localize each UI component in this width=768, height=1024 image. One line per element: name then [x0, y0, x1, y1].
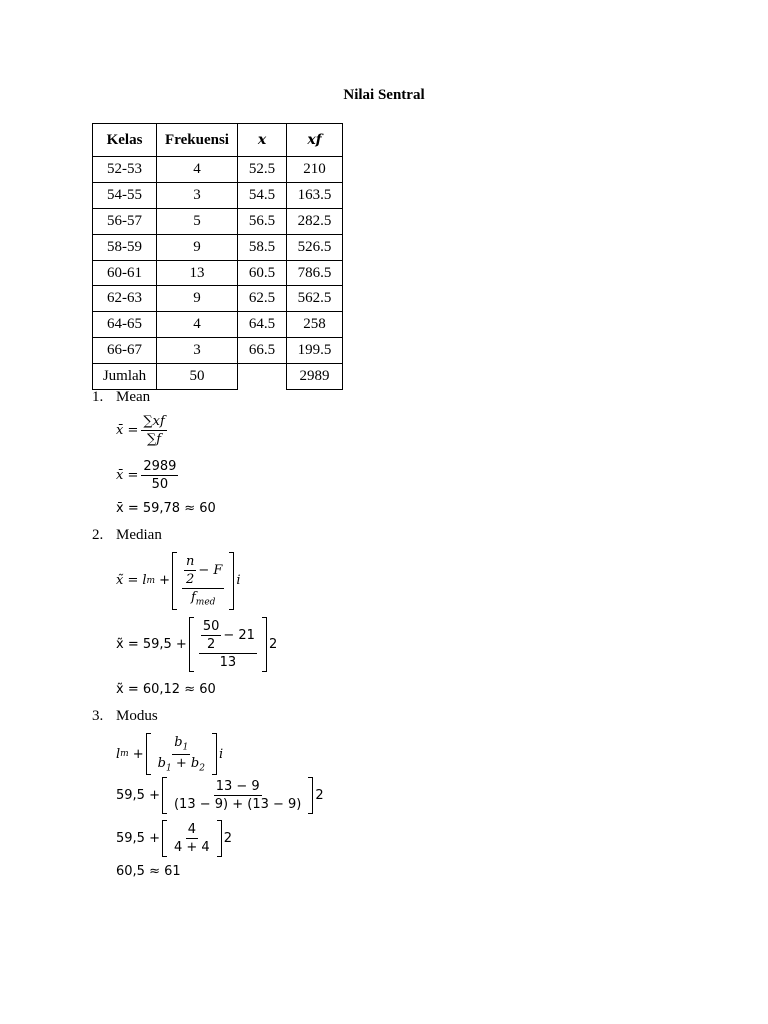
- frequency-table: [92, 123, 343, 390]
- cell-kelas: 58-59: [93, 234, 157, 260]
- median-sub-minus: − 21: [223, 628, 255, 643]
- median-label: Median: [116, 527, 162, 543]
- modus-formula: [116, 733, 223, 775]
- header-kelas: Kelas: [93, 124, 157, 157]
- cell-kelas: 66-67: [93, 338, 157, 364]
- table-total-row: [93, 364, 343, 390]
- median-i: i: [236, 573, 241, 589]
- modus-step1-mult: 2: [315, 788, 324, 803]
- modus-i: i: [218, 746, 224, 762]
- mean-sub-fraction: [141, 459, 178, 492]
- modus-step2-den: 4 + 4: [173, 840, 210, 855]
- table-row: [93, 234, 343, 260]
- cell-frekuensi: 3: [157, 338, 238, 364]
- cell-x: 66.5: [238, 338, 287, 364]
- modus-step2-bracket: [162, 820, 222, 857]
- modus-den-b1: b: [157, 755, 166, 771]
- cell-frekuensi: 4: [157, 312, 238, 338]
- modus-step2: [116, 820, 232, 857]
- median-sub-bracket: [189, 617, 267, 672]
- cell-frekuensi: 13: [157, 260, 238, 286]
- modus-lm-sub: m: [120, 749, 129, 760]
- mean-denominator: ∑f: [147, 432, 162, 447]
- median-sub-lhs: x̃ = 59,5 +: [116, 637, 187, 652]
- cell-xf: 258: [287, 312, 343, 338]
- median-fmed: f: [190, 590, 196, 605]
- modus-step2-fraction: [172, 822, 212, 855]
- modus-den-b2-sub: 2: [199, 763, 205, 774]
- modus-step1-bracket: [162, 777, 313, 814]
- modus-den-b2: b: [190, 755, 200, 771]
- median-two: 2: [186, 572, 195, 587]
- cell-x: 54.5: [238, 182, 287, 208]
- table-row: [93, 312, 343, 338]
- page-title: Nilai Sentral: [343, 87, 425, 103]
- modus-step1-fraction: [172, 779, 303, 812]
- modus-step1: [116, 777, 324, 814]
- mean-fraction: [141, 414, 166, 447]
- cell-kelas: 60-61: [93, 260, 157, 286]
- table-row: [93, 338, 343, 364]
- cell-kelas: 64-65: [93, 312, 157, 338]
- median-number: 2.: [92, 527, 104, 543]
- cell-xf: 282.5: [287, 208, 343, 234]
- cell-frekuensi: 3: [157, 182, 238, 208]
- mean-label: Mean: [116, 389, 151, 405]
- median-plus: +: [159, 573, 170, 589]
- mean-substitution: [116, 459, 181, 492]
- median-sub-den: 13: [219, 655, 237, 670]
- modus-fraction: [156, 735, 207, 773]
- cell-xf: 199.5: [287, 338, 343, 364]
- table-header-row: [93, 124, 343, 157]
- cell-kelas: 52-53: [93, 157, 157, 183]
- table-row: [93, 260, 343, 286]
- header-xf: xf: [287, 124, 343, 157]
- modus-result: 60,5 ≈ 61: [116, 864, 181, 879]
- modus-step2-num: 4: [187, 822, 196, 837]
- mean-sub-denominator: 50: [151, 477, 169, 492]
- cell-xf: 562.5: [287, 286, 343, 312]
- mean-formula: [116, 414, 170, 447]
- modus-step1-num: 13 − 9: [215, 779, 260, 794]
- median-heading: [92, 527, 162, 544]
- median-fmed-sub: med: [195, 597, 216, 608]
- cell-kelas: 62-63: [93, 286, 157, 312]
- modus-step1-lhs: 59,5 +: [116, 788, 160, 803]
- cell-jumlah: Jumlah: [93, 364, 157, 390]
- median-minus-f: − F: [198, 563, 223, 578]
- table-row: [93, 157, 343, 183]
- modus-lm: l: [116, 746, 121, 762]
- mean-numerator: ∑xf: [143, 414, 165, 429]
- cell-xf: 163.5: [287, 182, 343, 208]
- median-n: n: [185, 554, 195, 569]
- cell-x: 62.5: [238, 286, 287, 312]
- table-row: [93, 286, 343, 312]
- mean-number: 1.: [92, 389, 104, 405]
- median-bracket: [172, 552, 234, 610]
- table-row: [93, 182, 343, 208]
- modus-step2-mult: 2: [223, 831, 232, 846]
- modus-b1-sub: 1: [182, 742, 189, 753]
- modus-den-b1-sub: 1: [165, 763, 172, 774]
- mean-sub-numerator: 2989: [143, 459, 177, 474]
- cell-frekuensi: 5: [157, 208, 238, 234]
- median-result: x̃ = 60,12 ≈ 60: [116, 682, 216, 697]
- modus-step2-lhs: 59,5 +: [116, 831, 160, 846]
- cell-xf: 526.5: [287, 234, 343, 260]
- cell-kelas: 56-57: [93, 208, 157, 234]
- cell-total-xf: 2989: [287, 364, 343, 390]
- header-frekuensi: Frekuensi: [157, 124, 238, 157]
- median-sub-fraction: [199, 619, 257, 670]
- modus-den-plus: +: [175, 755, 187, 771]
- modus-b1: b: [174, 735, 183, 750]
- cell-frekuensi: 9: [157, 234, 238, 260]
- cell-x: 60.5: [238, 260, 287, 286]
- median-sub-mult: 2: [268, 637, 278, 652]
- median-fraction: [182, 554, 224, 608]
- modus-step1-den: (13 − 9) + (13 − 9): [173, 797, 302, 812]
- cell-x: 64.5: [238, 312, 287, 338]
- modus-label: Modus: [116, 708, 158, 724]
- cell-x: 58.5: [238, 234, 287, 260]
- cell-xf: 786.5: [287, 260, 343, 286]
- modus-heading: [92, 708, 158, 725]
- mean-sub-lhs: x̄ =: [116, 468, 139, 483]
- cell-x: 52.5: [238, 157, 287, 183]
- median-sub-two: 2: [206, 637, 216, 652]
- median-substitution: [116, 617, 277, 672]
- median-lm-sub: m: [146, 575, 156, 586]
- header-x: x: [238, 124, 287, 157]
- mean-lhs: x̄ =: [116, 423, 139, 438]
- cell-kelas: 54-55: [93, 182, 157, 208]
- modus-bracket: [146, 733, 217, 775]
- median-lm: l: [142, 573, 147, 589]
- mean-result: x̄ = 59,78 ≈ 60: [116, 501, 216, 516]
- cell-total-x: [238, 364, 287, 390]
- median-formula: [116, 552, 241, 610]
- cell-x: 56.5: [238, 208, 287, 234]
- median-sub-n: 50: [202, 619, 220, 634]
- table-row: [93, 208, 343, 234]
- cell-xf: 210: [287, 157, 343, 183]
- mean-heading: [92, 389, 150, 406]
- cell-total-frekuensi: 50: [157, 364, 238, 390]
- median-lhs: x̃ =: [116, 573, 139, 589]
- cell-frekuensi: 4: [157, 157, 238, 183]
- modus-number: 3.: [92, 708, 104, 724]
- cell-frekuensi: 9: [157, 286, 238, 312]
- modus-plus: +: [132, 746, 144, 762]
